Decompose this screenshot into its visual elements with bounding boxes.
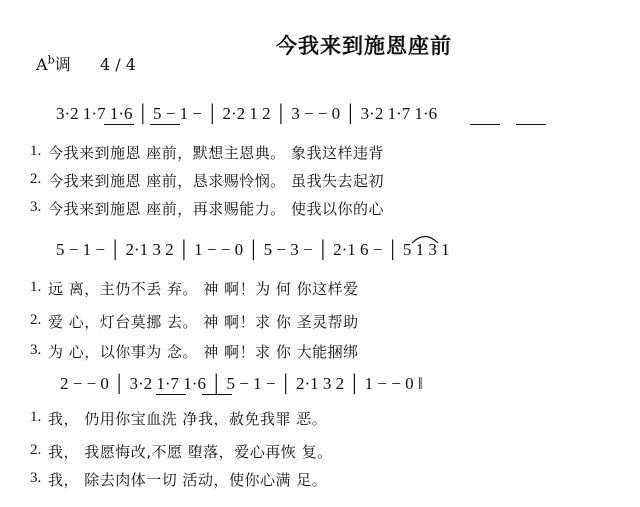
beam-line (470, 124, 500, 125)
lyric-line: 今我来到施恩 座前，恳求赐怜悯。 虽我失去起初 (48, 172, 385, 190)
time-signature: 4 / 4 (100, 55, 136, 74)
verse-number: 2. (30, 171, 42, 187)
notation-line-3: 2 − − 0 │ 3·2 1·7 1·6 │ 5 − 1 − │ 2·1 3 2 │ 1 − − 0 ‖ (60, 374, 423, 393)
beam-line (202, 394, 232, 395)
lyric-line: 我， 除去肉体一切 活动，使你心满 足。 (48, 471, 328, 489)
lyric-line: 远 离，主仍不丢 弃。 神 啊！为 何 你这样爱 (48, 280, 359, 298)
lyric-line: 今我来到施恩 座前，再求赐能力。 使我以你的心 (48, 200, 385, 218)
verse-number: 1. (30, 143, 42, 159)
beam-line (150, 124, 180, 125)
verse-number: 3. (30, 470, 42, 486)
key-base: A (36, 55, 48, 74)
slur-mark (410, 232, 440, 244)
verse-number: 1. (30, 279, 42, 295)
lyric-line: 我， 我愿悔改,不愿 堕落，爱心再恢 复。 (48, 443, 333, 461)
notation-line-2: 5 − 1 − │ 2·1 3 2 │ 1 − − 0 │ 5 − 3 − │ 2·1 6 − │ 5 1 3 1 (56, 240, 450, 259)
lyric-line: 爱 心，灯台莫挪 去。 神 啊！求 你 圣灵帮助 (48, 313, 359, 331)
notation-line-1: 3·2 1·7 1·6 │ 5 − 1 − │ 2·2 1 2 │ 3 − − 0 │ 3·2 1·7 1·6 (56, 104, 438, 123)
verse-number: 2. (30, 312, 42, 328)
beam-line (156, 394, 186, 395)
lyric-line: 为 心，以你事为 念。 神 啊！求 你 大能捆绑 (48, 343, 359, 361)
key-flat: b (47, 53, 55, 67)
verse-number: 3. (30, 199, 42, 215)
page-title: 今我来到施恩座前 (276, 34, 452, 58)
verse-number: 2. (30, 442, 42, 458)
key-word: 调 (54, 55, 71, 74)
beam-line (516, 124, 546, 125)
verse-number: 1. (30, 409, 42, 425)
lyric-line: 我， 仍用你宝血洗 净我，赦免我罪 恶。 (48, 410, 328, 428)
beam-line (104, 124, 134, 125)
verse-number: 3. (30, 342, 42, 358)
key-signature (36, 52, 71, 75)
lyric-line: 今我来到施恩 座前，默想主恩典。 象我这样违背 (48, 144, 385, 162)
